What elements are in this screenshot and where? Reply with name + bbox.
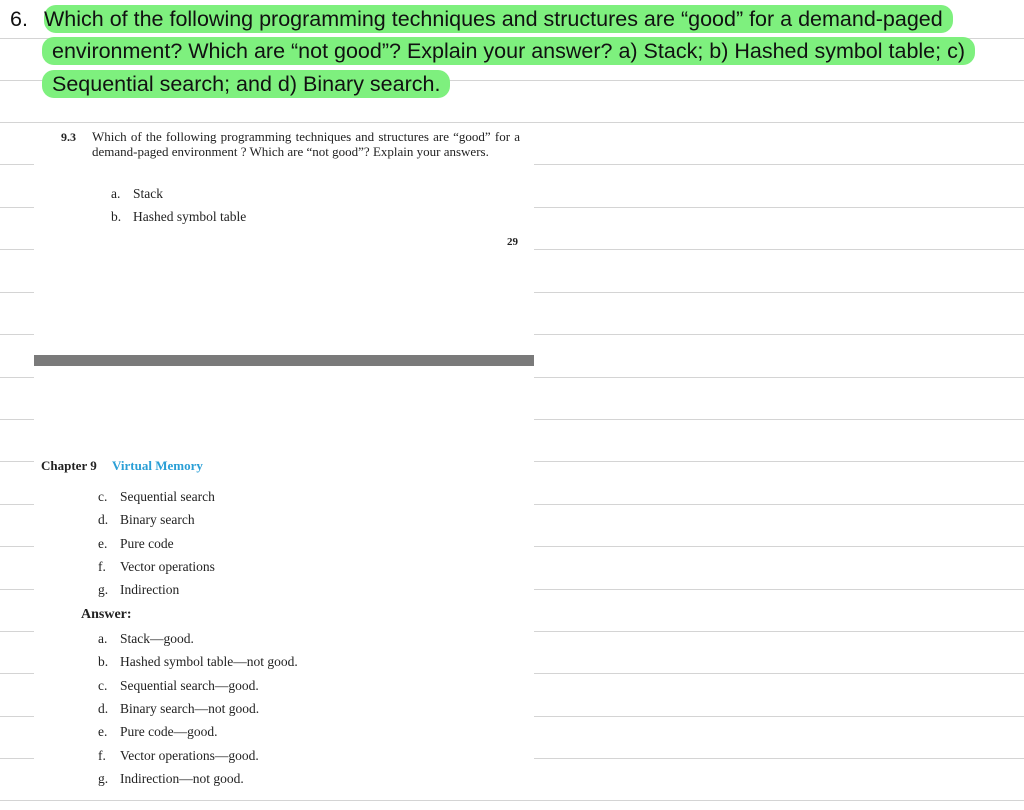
- ruled-line: [0, 122, 1024, 123]
- list-item: [98, 489, 215, 505]
- answer-text: Vector operations—good.: [120, 748, 259, 763]
- ruled-line: [534, 673, 1024, 674]
- answer-text: Stack—good.: [120, 631, 194, 646]
- ruled-line: [534, 546, 1024, 547]
- item-text: Binary search: [120, 512, 195, 527]
- answer-text: Sequential search—good.: [120, 678, 259, 693]
- ruled-line: [534, 164, 1024, 165]
- answer-item: [98, 724, 217, 740]
- ruled-line: [0, 504, 34, 505]
- ruled-line: [0, 292, 34, 293]
- item-label: f.: [98, 559, 106, 574]
- item-label: b.: [111, 209, 122, 224]
- ruled-line: [0, 164, 34, 165]
- chapter-label: Chapter 9: [41, 458, 97, 473]
- exercise-number: 9.3: [61, 130, 76, 144]
- ruled-line: [0, 249, 34, 250]
- answer-label: e.: [98, 724, 108, 739]
- ruled-line: [0, 334, 34, 335]
- answer-item: [98, 631, 194, 647]
- question-text-3: Sequential search; and d) Binary search.: [42, 70, 450, 98]
- chapter-title: Virtual Memory: [112, 458, 203, 473]
- answer-text: Binary search—not good.: [120, 701, 260, 716]
- item-label: a.: [111, 186, 121, 201]
- exercise-stem: Which of the following programming techniques and structures are “good” for a demand-paged environment ? Which are “not good”? Explain your answers.: [92, 129, 520, 159]
- ruled-line: [0, 589, 34, 590]
- list-item: [98, 559, 215, 575]
- answer-label: a.: [98, 631, 108, 646]
- ruled-line: [534, 377, 1024, 378]
- ruled-line: [534, 292, 1024, 293]
- ruled-line: [534, 249, 1024, 250]
- list-item: [111, 209, 246, 225]
- answer-label: f.: [98, 748, 106, 763]
- ruled-line: [0, 631, 34, 632]
- answer-heading: Answer:: [81, 607, 132, 622]
- answer-item: [98, 654, 298, 670]
- ruled-line: [534, 716, 1024, 717]
- question-text-2: environment? Which are “not good”? Explain your answer? a) Stack; b) Hashed symbol table; c): [42, 37, 975, 65]
- question-line-1: [10, 5, 953, 33]
- ruled-line: [0, 207, 34, 208]
- question-line-3: [42, 70, 450, 98]
- ruled-line: [534, 589, 1024, 590]
- answer-label: c.: [98, 678, 108, 693]
- answer-item: [98, 678, 259, 694]
- item-text: Indirection: [120, 582, 180, 597]
- ruled-line: [0, 377, 34, 378]
- question-text-1: Which of the following programming techniques and structures are “good” for a demand-paged: [44, 5, 953, 33]
- page-number: 29: [507, 236, 518, 248]
- list-item: [98, 582, 179, 598]
- ruled-line: [534, 631, 1024, 632]
- ruled-line: [534, 758, 1024, 759]
- item-label: c.: [98, 489, 108, 504]
- list-item: [111, 186, 163, 202]
- answer-text: Indirection—not good.: [120, 771, 244, 786]
- ruled-line: [534, 419, 1024, 420]
- item-text: Pure code: [120, 536, 174, 551]
- list-item: [98, 512, 195, 528]
- item-label: d.: [98, 512, 109, 527]
- item-text: Sequential search: [120, 489, 215, 504]
- list-item: [98, 536, 174, 552]
- ruled-line: [534, 334, 1024, 335]
- answer-label: b.: [98, 654, 109, 669]
- ruled-line: [534, 207, 1024, 208]
- answer-text: Pure code—good.: [120, 724, 218, 739]
- answer-label: g.: [98, 771, 109, 786]
- ruled-line: [534, 504, 1024, 505]
- answer-item: [98, 748, 259, 764]
- item-text: Stack: [133, 186, 163, 201]
- ruled-line: [0, 758, 34, 759]
- answer-item: [98, 771, 244, 787]
- item-text: Vector operations: [120, 559, 215, 574]
- answer-text: Hashed symbol table—not good.: [120, 654, 298, 669]
- ruled-line: [0, 800, 1024, 801]
- answer-item: [98, 701, 259, 717]
- question-line-2: [42, 37, 975, 65]
- ruled-line: [0, 546, 34, 547]
- item-label: g.: [98, 582, 109, 597]
- item-label: e.: [98, 536, 108, 551]
- ruled-line: [534, 461, 1024, 462]
- ruled-line: [0, 419, 34, 420]
- ruled-line: [0, 673, 34, 674]
- question-number: 6.: [10, 7, 28, 31]
- page-divider: [34, 355, 534, 366]
- item-text: Hashed symbol table: [133, 209, 247, 224]
- answer-label: d.: [98, 701, 109, 716]
- ruled-line: [0, 461, 34, 462]
- ruled-line: [0, 716, 34, 717]
